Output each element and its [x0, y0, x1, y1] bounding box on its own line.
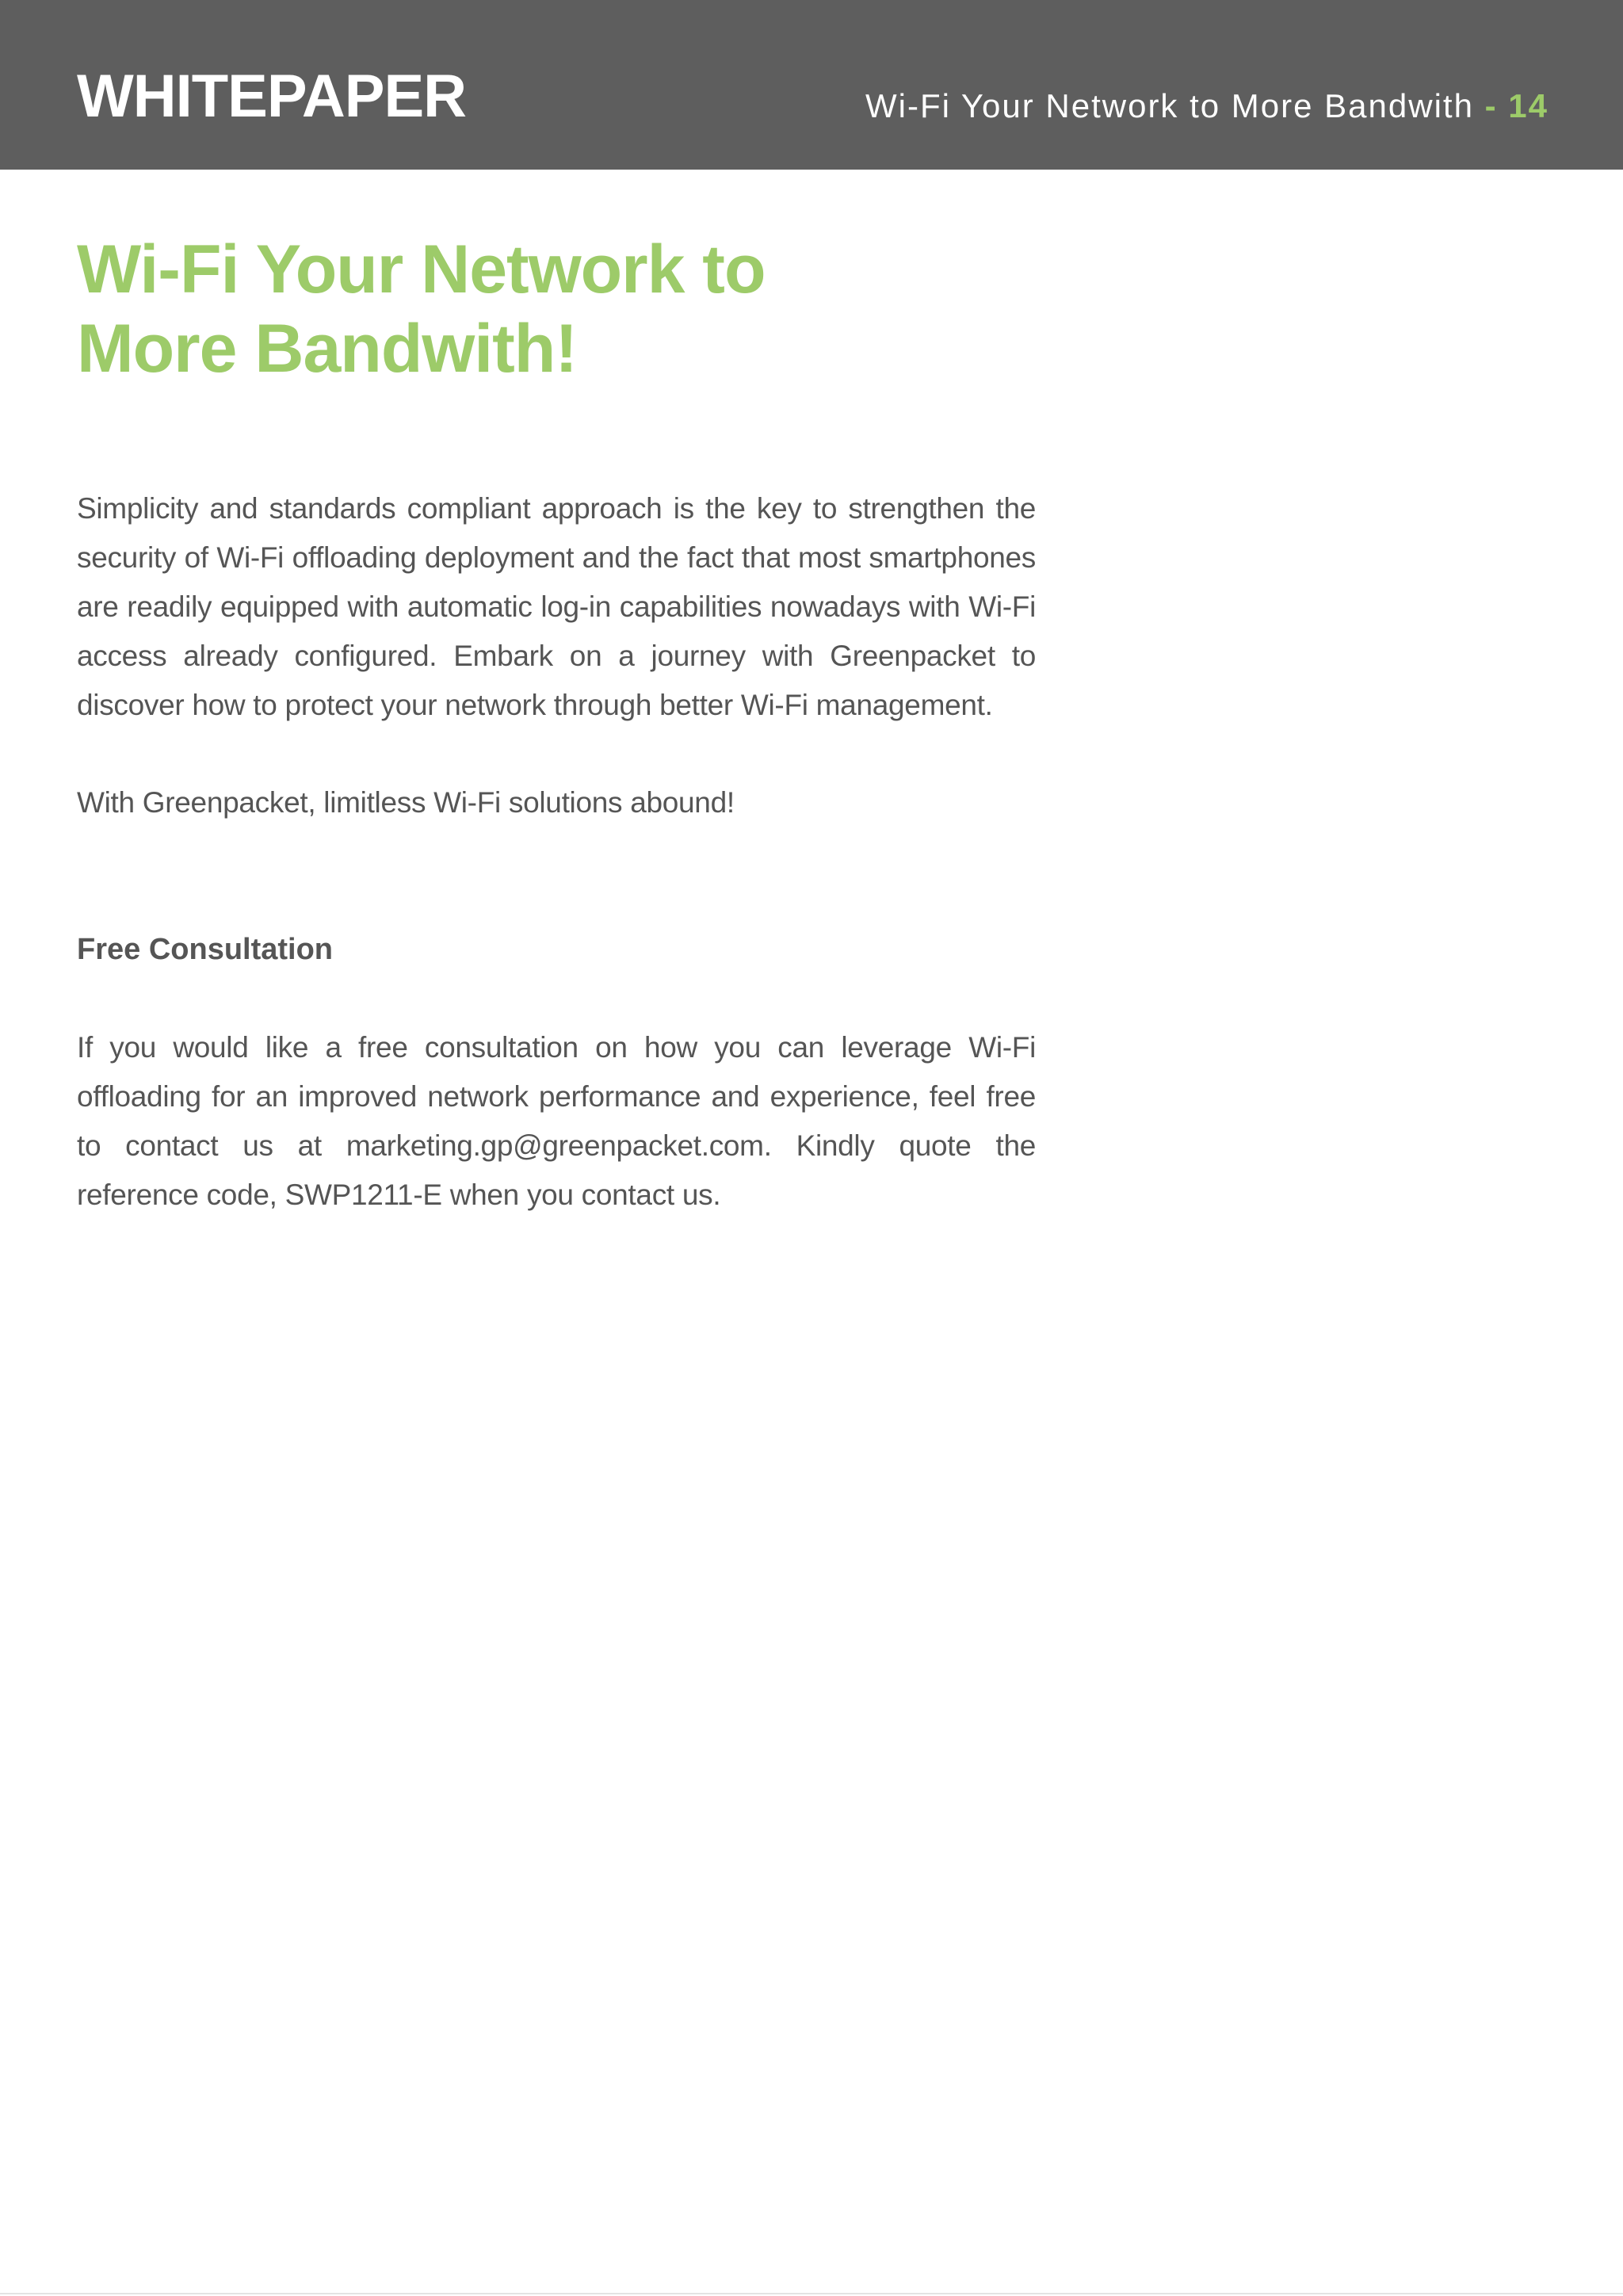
running-title: Wi-Fi Your Network to More Bandwith [865, 87, 1474, 124]
tagline-paragraph: With Greenpacket, limitless Wi-Fi solutions abound! [77, 786, 735, 819]
page-title-line-2: More Bandwith! [77, 311, 577, 387]
intro-paragraph: Simplicity and standards compliant approach is the key to strengthen the security of Wi-Fi offloading deployment and the fact that most smartphones are readily equipped with automatic log-in capabilities nowadays with Wi-Fi access already configured. Embark on a journey with Greenpacket to discover how to protect your network through better Wi-Fi management. [77, 492, 1036, 721]
section-heading-free-consultation: Free Consultation [77, 933, 334, 966]
document-type-label: WHITEPAPER [77, 63, 467, 130]
consultation-paragraph: If you would like a free consultation on how you can leverage Wi-Fi offloading for an improved network performance and experience, feel free to contact us at marketing.gp@greenpacket.com. Kindly quote the reference code, SWP1211-E when you contact us. [77, 1031, 1036, 1211]
page-number-separator: - [1484, 87, 1498, 124]
page-title-line-1: Wi-Fi Your Network to [77, 231, 766, 308]
header-band [0, 0, 1623, 170]
page-number: 14 [1508, 87, 1549, 124]
running-header [865, 86, 1549, 127]
page-title [77, 230, 854, 388]
footer-rule [0, 2293, 1623, 2294]
